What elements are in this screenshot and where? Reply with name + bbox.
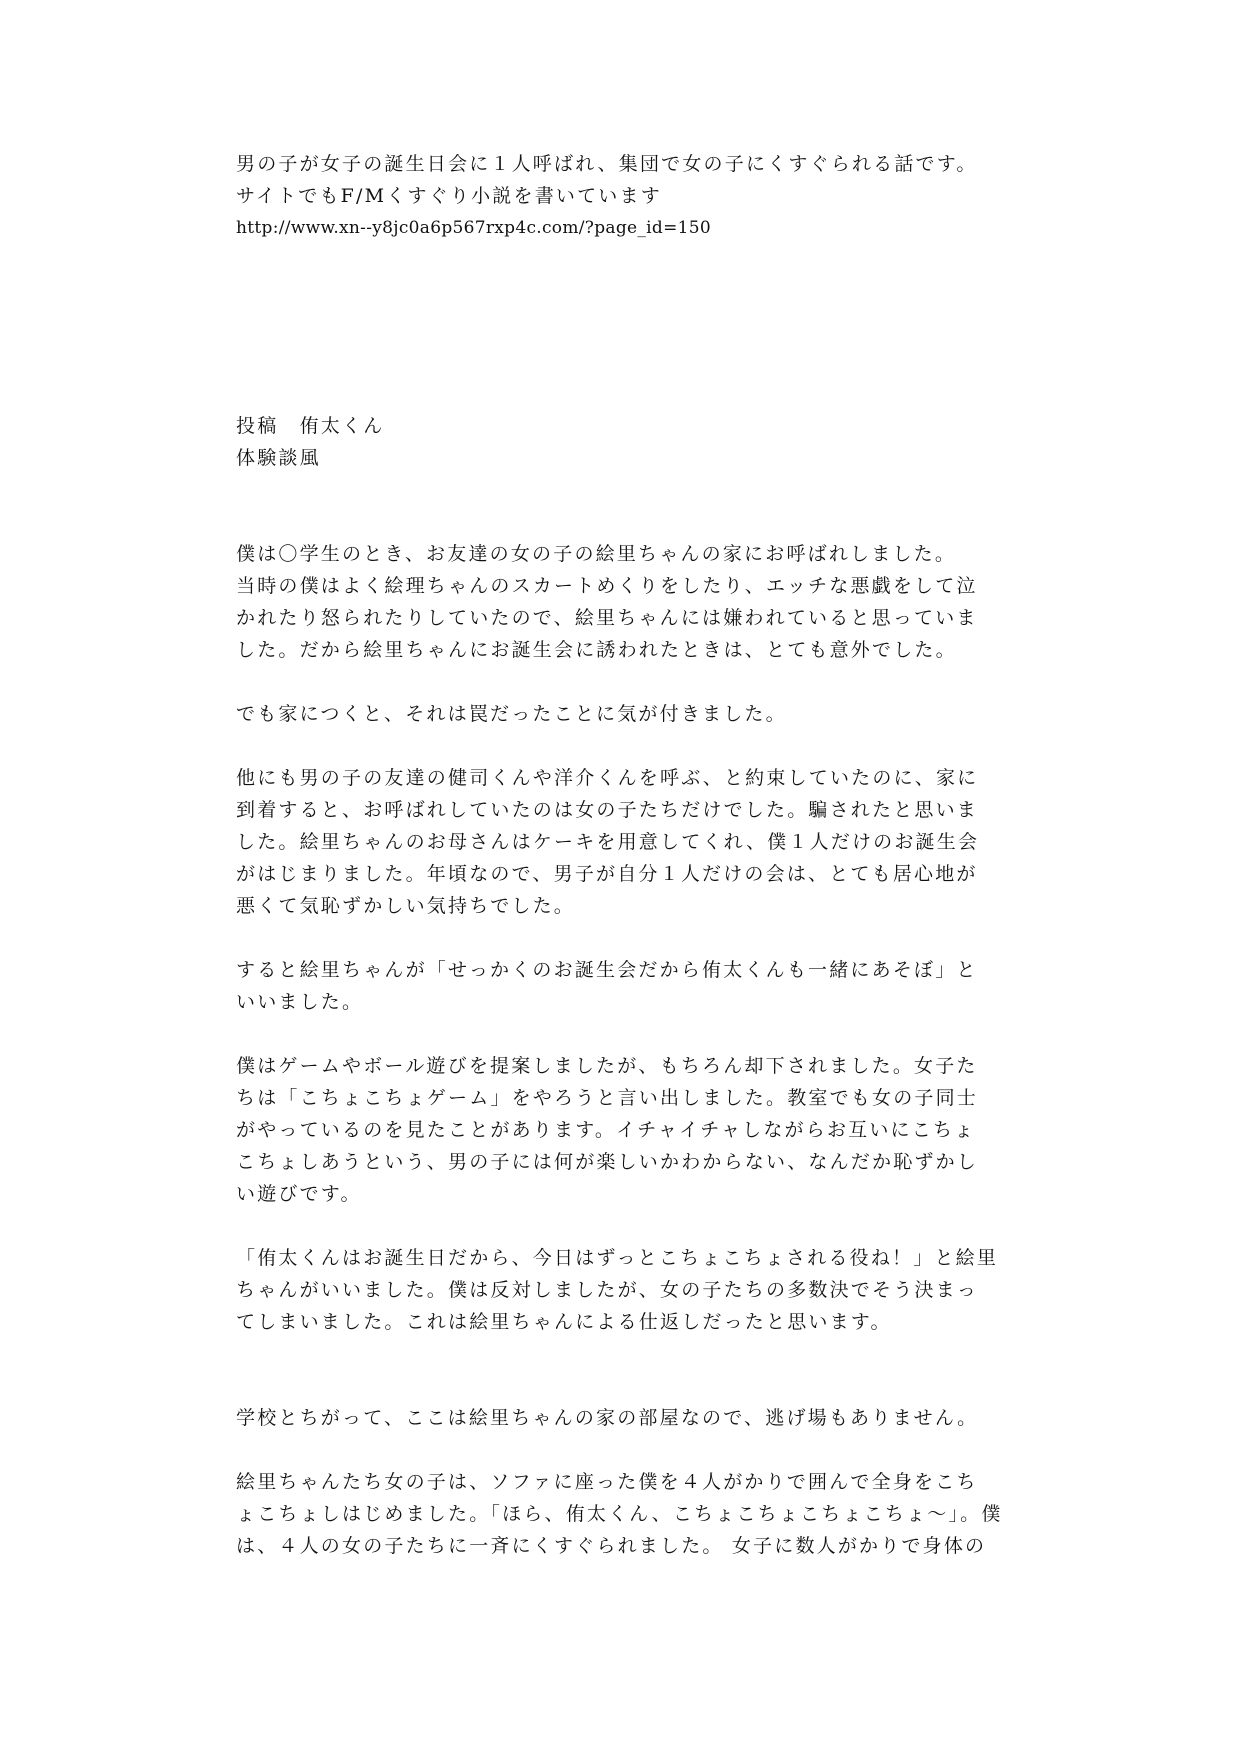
story-paragraph bbox=[236, 1050, 1016, 1210]
story-line: 他にも男の子の友達の健司くんや洋介くんを呼ぶ、と約束していたのに、家に bbox=[236, 767, 979, 789]
story-line: 「侑太くんはお誕生日だから、今日はずっとこちょこちょされる役ね！」と絵里 bbox=[236, 1247, 999, 1269]
byline-author: 投稿 侑太くん bbox=[236, 415, 385, 437]
story-body bbox=[236, 538, 1016, 1594]
story-line: は、４人の女の子たちに一斉にくすぐられました。 女子に数人がかりで身体の bbox=[236, 1535, 987, 1557]
story-line: がはじまりました。年頃なので、男子が自分１人だけの会は、とても居心地が bbox=[236, 863, 978, 885]
story-line: かれたり怒られたりしていたので、絵里ちゃんには嫌われていると思っていま bbox=[236, 607, 978, 629]
intro-block bbox=[236, 148, 1016, 244]
story-line: 悪くて気恥ずかしい気持ちでした。 bbox=[236, 895, 576, 917]
intro-site-note: サイトでもF/Mくすぐり小説を書いています bbox=[236, 185, 662, 207]
intro-summary: 男の子が女子の誕生日会に１人呼ばれ、集団で女の子にくすぐられる話です。 bbox=[236, 153, 978, 175]
story-line: い遊びです。 bbox=[236, 1183, 362, 1205]
story-paragraph bbox=[236, 1466, 1016, 1562]
byline-block bbox=[236, 410, 1016, 474]
story-line: 学校とちがって、ここは絵里ちゃんの家の部屋なので、逃げ場もありません。 bbox=[236, 1407, 979, 1429]
story-line: ょこちょしはじめました。「ほら、侑太くん、こちょこちょこちょこちょ～」。僕 bbox=[236, 1503, 1003, 1525]
story-line: こちょしあうという、男の子には何が楽しいかわからない、なんだか恥ずかし bbox=[236, 1151, 979, 1173]
story-paragraph bbox=[236, 1242, 1016, 1338]
story-line: がやっているのを見たことがあります。イチャイチャしながらお互いにこちょ bbox=[236, 1119, 976, 1141]
story-line: いいました。 bbox=[236, 991, 364, 1013]
story-paragraph bbox=[236, 1402, 1016, 1434]
story-line: した。絵里ちゃんのお母さんはケーキを用意してくれ、僕１人だけのお誕生会 bbox=[236, 831, 980, 853]
byline-genre: 体験談風 bbox=[236, 447, 321, 469]
story-line: 僕は〇学生のとき、お友達の女の子の絵里ちゃんの家にお呼ばれしました。 bbox=[236, 543, 957, 565]
story-line: ちゃんがいいました。僕は反対しましたが、女の子たちの多数決でそう決まっ bbox=[236, 1279, 979, 1301]
story-paragraph bbox=[236, 954, 1016, 1018]
story-line: てしまいました。これは絵里ちゃんによる仕返しだったと思います。 bbox=[236, 1311, 892, 1333]
story-line: でも家につくと、それは罠だったことに気が付きました。 bbox=[236, 703, 787, 725]
document-page bbox=[236, 0, 1016, 1754]
story-line: した。だから絵里ちゃんにお誕生会に誘われたときは、とても意外でした。 bbox=[236, 639, 957, 661]
story-line: 絵里ちゃんたち女の子は、ソファに座った僕を４人がかりで囲んで全身をこち bbox=[236, 1471, 978, 1493]
story-line: 当時の僕はよく絵理ちゃんのスカートめくりをしたり、エッチな悪戯をして泣 bbox=[236, 575, 978, 597]
story-line: すると絵里ちゃんが「せっかくのお誕生会だから侑太くんも一緒にあそぼ」と bbox=[236, 959, 978, 981]
story-paragraph bbox=[236, 762, 1016, 922]
intro-url[interactable]: http://www.xn--y8jc0a6p567rxp4c.com/?page_id=150 bbox=[236, 218, 711, 238]
story-line: ちは「こちょこちょゲーム」をやろうと言い出しました。教室でも女の子同士 bbox=[236, 1087, 979, 1109]
story-line: 僕はゲームやボール遊びを提案しましたが、もちろん却下されました。女子た bbox=[236, 1055, 978, 1077]
paragraph-spacer bbox=[236, 1370, 1016, 1402]
story-paragraph bbox=[236, 538, 1016, 666]
story-paragraph bbox=[236, 698, 1016, 730]
story-line: 到着すると、お呼ばれしていたのは女の子たちだけでした。騙されたと思いま bbox=[236, 799, 979, 821]
